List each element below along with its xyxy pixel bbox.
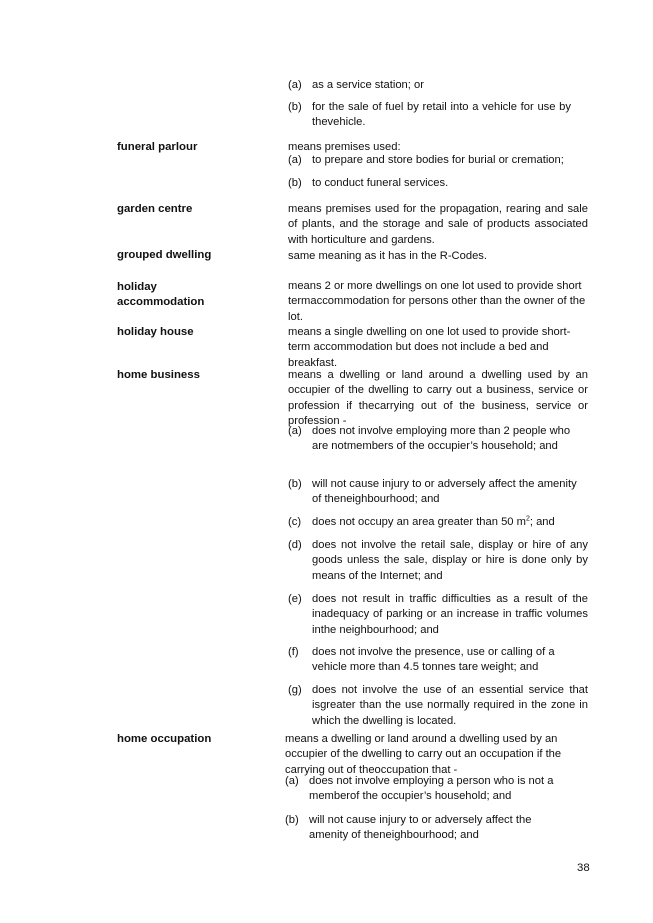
list-item (288, 645, 588, 676)
item-label: (a) (288, 154, 302, 166)
term-holiday-accommodation (117, 280, 277, 311)
term-funeral-parlour: funeral parlour (117, 141, 198, 153)
item-label: (b) (285, 814, 299, 826)
term-line: accommodation (117, 296, 205, 309)
page-number: 38 (577, 862, 590, 874)
list-item (288, 424, 576, 455)
item-label: (c) (288, 516, 302, 528)
definition-intro: means a dwelling or land around a dwelling used by an occupier of the dwelling to carry out an occupation if the carrying out of theoccupation that - (285, 733, 562, 776)
list-item (288, 153, 598, 168)
item-label: (f) (288, 646, 299, 658)
list-item (285, 813, 560, 844)
item-text: does not involve the use of an essential service that isgreater than the use normally required in the zone in which the dwelling is located. (312, 684, 588, 727)
item-text: as a service station; or (312, 79, 424, 91)
item-text: does not involve employing more than 2 people who are notmembers of the occupier’s household; and (312, 425, 571, 453)
item-label: (b) (288, 101, 302, 113)
list-item (288, 538, 588, 584)
item-text: to prepare and store bodies for burial or cremation; (312, 154, 564, 166)
item-text: will not cause injury to or adversely affect the amenity of theneighbourhood; and (312, 478, 577, 506)
definition: means premises used for the propagation, rearing and sale of plants, and the storage and sale of products associated with horticulture and gardens. (288, 203, 588, 246)
definition: means 2 or more dwellings on one lot used to provide short termaccommodation for persons other than the owner of the lot. (288, 280, 586, 323)
item-label: (g) (288, 684, 302, 696)
term-garden-centre: garden centre (117, 203, 193, 215)
list-item (288, 477, 578, 508)
item-label: (a) (288, 79, 302, 91)
item-label: (a) (285, 775, 299, 787)
item-label: (e) (288, 593, 302, 605)
item-label: (a) (288, 425, 302, 437)
item-label: (b) (288, 478, 302, 490)
definition: same meaning as it has in the R-Codes. (288, 250, 487, 262)
item-text: will not cause injury to or adversely affect the amenity of theneighbourhood; and (309, 814, 532, 842)
item-text: does not involve employing a person who is not a memberof the occupier’s household; and (309, 775, 554, 803)
item-text-part: does not occupy an area greater than 50 m (312, 516, 526, 528)
list-item (288, 515, 588, 530)
list-item (288, 592, 588, 638)
definition-intro: means premises used: (288, 141, 401, 153)
definition: means a single dwelling on one lot used to provide short-term accommodation but does not include a bed and breakfast. (288, 326, 571, 369)
item-text-part: ; and (529, 516, 555, 528)
list-item (288, 78, 588, 93)
item-text: does not involve the retail sale, display or hire of any goods unless the sale, display or hire is done only by means of the Internet; and (312, 539, 588, 582)
term-home-occupation: home occupation (117, 733, 212, 745)
item-text: to conduct funeral services. (312, 177, 449, 189)
term-holiday-house: holiday house (117, 326, 194, 338)
superscript: 2 (525, 515, 530, 523)
list-item (288, 100, 571, 131)
definition-intro: means a dwelling or land around a dwelling used by an occupier of the dwelling to carry out a business, service or profession if thecarrying out of the business, service or profession - (288, 369, 588, 428)
item-text: does not result in traffic difficulties as a result of the inadequacy of parking or an increase in traffic volumes inthe neighbourhood; and (312, 593, 588, 636)
item-label: (d) (288, 539, 302, 551)
list-item (285, 774, 575, 805)
item-text: does not involve the presence, use or calling of a vehicle more than 4.5 tonnes tare weight; and (312, 646, 555, 674)
item-text (312, 515, 588, 530)
list-item (288, 683, 588, 729)
term-line: holiday (117, 281, 157, 293)
term-grouped-dwelling: grouped dwelling (117, 249, 212, 261)
item-label: (b) (288, 177, 302, 189)
item-text: for the sale of fuel by retail into a vehicle for use by thevehicle. (312, 101, 571, 129)
list-item (288, 176, 588, 191)
term-home-business: home business (117, 369, 200, 381)
